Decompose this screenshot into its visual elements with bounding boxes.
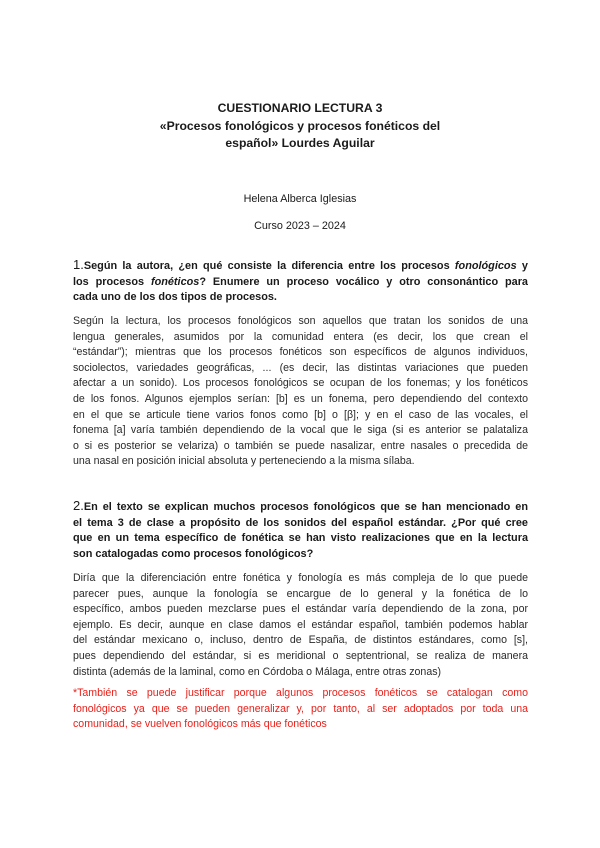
- answer-line: una nasal en posición inicial absoluta y perteneciendo a la misma sílaba.: [73, 455, 415, 468]
- answer-line: “estándar”); mientras que los procesos fonéticos son específicos de algunos individuos,: [73, 346, 528, 359]
- question-2: [73, 498, 528, 562]
- question-2-line-1: [73, 498, 528, 516]
- course-year: Curso 2023 – 2024: [254, 220, 346, 232]
- answer-line: distinta (además de la laminal, como en Córdoba o Málaga, entre otras zonas): [73, 665, 442, 678]
- question-1-number: 1.: [73, 257, 84, 272]
- question-1-line-1: [73, 257, 528, 275]
- answer-1: [73, 314, 528, 470]
- question-2-line-2: el tema 3 de clase a propósito de los sonidos del español estándar. ¿Por qué cree: [73, 516, 528, 529]
- question-2-line-4: son catalogadas como procesos fonológicos?: [73, 547, 314, 560]
- author-name: Helena Alberca Iglesias: [243, 193, 357, 205]
- question-2-number: 2.: [73, 498, 84, 513]
- answer-line: sociolectos, variedades geográficas, ... (es decir, las distintas variaciones que pueden: [73, 361, 528, 374]
- answer-line: parecer pues, aunque la fonología se encargue de lo general y la fonética de lo: [73, 587, 528, 600]
- answer-line: pues dependiendo del estándar, si es meridional o septentrional, se realiza de manera: [73, 649, 528, 662]
- answer-line: afectar a un sonido). Los procesos fonológicos se ocupan de los fonemas; y los fonéticos: [73, 377, 528, 390]
- note-line: comunidad, se vuelven fonológicos más que fonéticos: [73, 718, 327, 731]
- answer-line: lengua generales, asumidos por la comunidad entera (es decir, los que crean el: [73, 330, 528, 343]
- answer-line: de los fonos. Algunos ejemplos serían: [b] es un fonema, pero dependiendo del contexto: [73, 392, 528, 405]
- question-1-line-2: [73, 275, 528, 291]
- italic-term: fonológicos: [454, 260, 517, 272]
- document-title-line-3: español» Lourdes Aguilar: [225, 136, 375, 150]
- question-1: [73, 257, 528, 306]
- answer-2: [73, 571, 528, 680]
- question-1-line-3: cada uno de los dos tipos de procesos.: [73, 291, 277, 303]
- question-1-text: Según la autora, ¿en qué consiste la diferencia entre los procesos: [83, 260, 455, 272]
- answer-line: o si es posterior se velariza) o también se puede nasalizar, entre nasales o precedida de: [73, 439, 528, 452]
- answer-line: Diría que la diferenciación entre fonética y fonología es más compleja de lo que puede: [73, 572, 528, 584]
- answer-line: ejemplo. Es decir, aunque en clase damos el estándar español, también podemos hablar: [73, 618, 528, 631]
- note-line: fonológicos ya que se pueden generalizar y, por tanto, al ser adoptados por toda una: [73, 702, 528, 715]
- question-1-text: ? Enumere un proceso vocálico y otro consonántico para: [199, 275, 528, 288]
- answer-line: fonema [a] varía también dependiendo de la vocal que le siga (si es anterior se palataliza: [73, 424, 528, 437]
- answer-line: Según la lectura, los procesos fonológicos son aquellos que tratan los sonidos de una: [73, 315, 528, 327]
- answer-line: del estándar mexicano o, incluso, dentro de España, de distintos estándares, como [s],: [73, 634, 528, 647]
- document-title-line-1: CUESTIONARIO LECTURA 3: [217, 101, 383, 115]
- question-2-line-3: que en un tema específico de fonética se han visto realizaciones que en la lectura: [73, 532, 528, 544]
- italic-term: fonéticos: [150, 275, 200, 288]
- question-2-text: En el texto se explican muchos procesos fonológicos que se han mencionado en: [83, 501, 528, 513]
- document-title-line-2: «Procesos fonológicos y procesos fonéticos del: [159, 119, 441, 133]
- answer-line: en el que se articule tiene varios fonos como [b] o [β]; y en el caso de las vocales, el: [73, 408, 528, 421]
- answer-line: específico, ambos pueden mezclarse pues el estándar varía dependiendo de la zona, por: [73, 603, 528, 616]
- note-red: [73, 686, 528, 733]
- question-1-text: los procesos: [73, 275, 151, 288]
- note-line: *También se puede justificar porque algunos procesos fonéticos se catalogan como: [73, 687, 528, 699]
- question-1-text: y: [516, 260, 528, 272]
